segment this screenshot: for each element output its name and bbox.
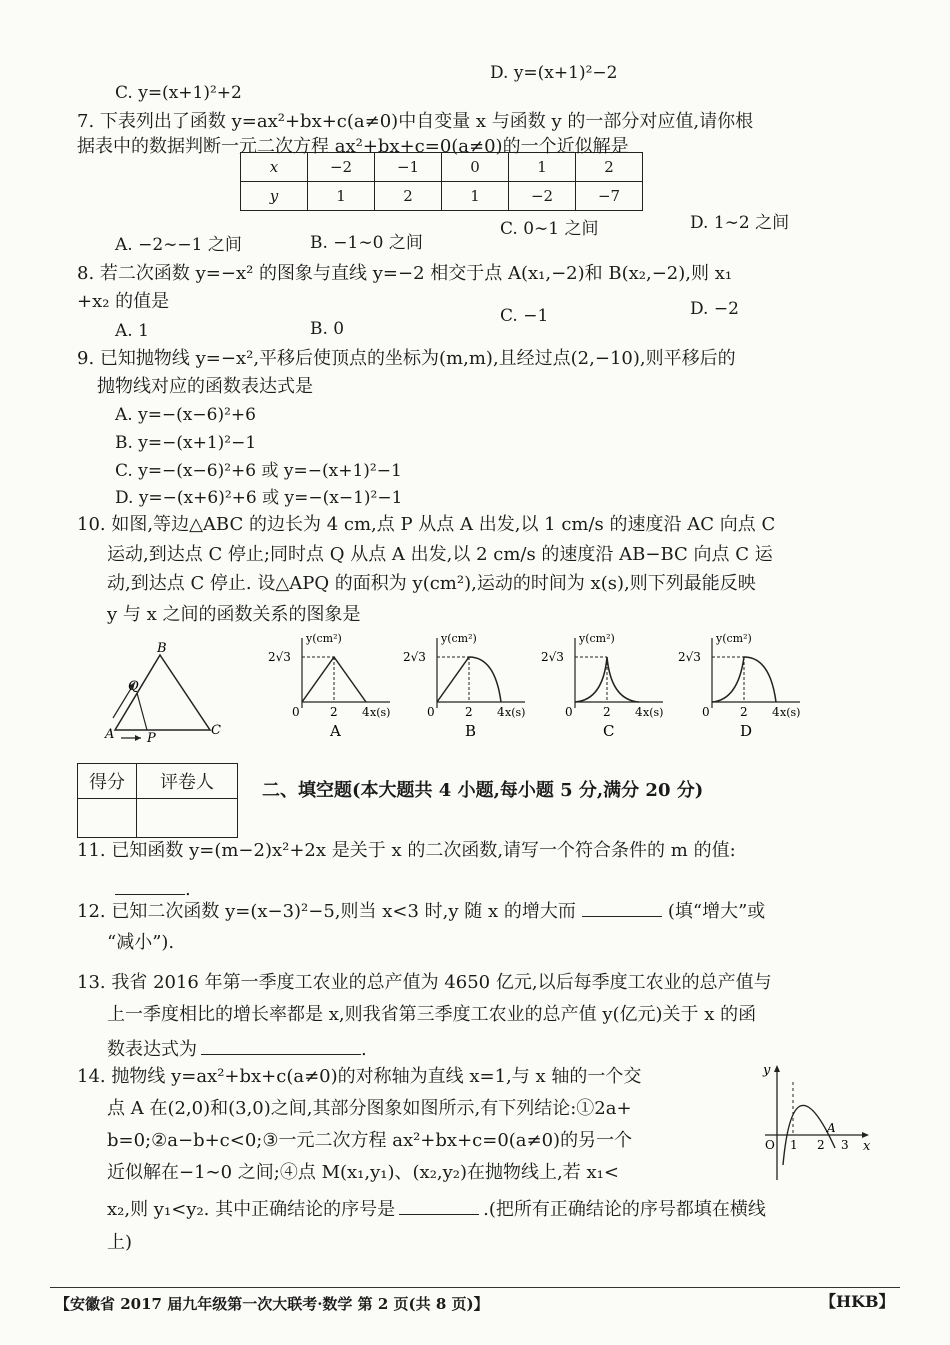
table-cell: −1 [375, 153, 442, 182]
q14-line-1: 14. 抛物线 y=ax²+bx+c(a≠0)的对称轴为直线 x=1,与 x 轴的一个交 [77, 1066, 642, 1087]
q12-line-1 [77, 900, 765, 923]
x-label: x [863, 1139, 871, 1154]
q11-answer-blank[interactable] [115, 878, 185, 895]
q10-line-1: 10. 如图,等边△ABC 的边长为 4 cm,点 P 从点 A 出发,以 1 cm/s 的速度沿 AC 向点 C [77, 514, 776, 535]
option-caption: C [603, 722, 615, 740]
option-graph-d [678, 632, 800, 740]
score-cell[interactable] [78, 799, 137, 838]
y-max-label: 2√3 [403, 650, 426, 664]
q13-line-3 [107, 1038, 367, 1061]
origin-label: O [765, 1138, 775, 1152]
tick-label-3: 3 [841, 1138, 849, 1152]
q14-line-2: 点 A 在(2,0)和(3,0)之间,其部分图象如图所示,有下列结论:①2a+ [107, 1098, 632, 1119]
q8-option-a: A. 1 [115, 321, 149, 341]
label-b: B [157, 641, 167, 656]
q14-line-5 [107, 1198, 766, 1221]
y-axis-label: y(cm²) [716, 632, 752, 645]
x-axis-label: x(s) [505, 706, 526, 719]
option-caption: B [465, 722, 477, 740]
q7-option-b: B. −1∼0 之间 [310, 233, 423, 253]
q7-option-c: C. 0∼1 之间 [500, 219, 599, 239]
q12-answer-blank[interactable] [582, 900, 662, 917]
q11-line-1: 11. 已知函数 y=(m−2)x²+2x 是关于 x 的二次函数,请写一个符合条件的 m 的值: [77, 840, 736, 861]
origin-label: 0 [427, 705, 435, 719]
q14-text-end: .(把所有正确结论的序号都填在横线 [483, 1199, 766, 1220]
table-cell: y [241, 182, 308, 211]
table-cell: 1 [509, 153, 576, 182]
segment-pq [137, 693, 147, 730]
origin-label: 0 [565, 705, 573, 719]
y-max-label: 2√3 [268, 650, 291, 664]
q10-line-4: y 与 x 之间的函数关系的图象是 [107, 604, 361, 625]
period: . [185, 879, 191, 900]
table-cell: 2 [375, 182, 442, 211]
table-cell: −2 [509, 182, 576, 211]
y-max-label: 2√3 [541, 650, 564, 664]
tick-label-4: 4 [772, 705, 780, 719]
option-caption: A [330, 722, 341, 740]
tick-label-4: 4 [497, 705, 505, 719]
q10-line-3: 动,到达点 C 停止. 设△APQ 的面积为 y(cm²),运动的时间为 x(s),则下列最能反映 [107, 573, 756, 594]
q7-value-table [240, 152, 643, 211]
y-label: y [763, 1063, 771, 1078]
q12-text-end: (填“增大”或 [667, 901, 766, 922]
q8-option-c: C. −1 [500, 306, 549, 326]
x-arrow-icon [862, 1132, 869, 1138]
x-axis-label: x(s) [643, 706, 664, 719]
q11-answer-line [115, 878, 191, 901]
q10-line-2: 运动,到达点 C 停止;同时点 Q 从点 A 出发,以 2 cm/s 的速度沿 AB−BC 向点 C 运 [107, 544, 773, 565]
q7-option-a: A. −2∼−1 之间 [115, 235, 242, 255]
q13-answer-blank[interactable] [201, 1038, 361, 1055]
y-arrow-icon [774, 1065, 780, 1072]
y-max-label: 2√3 [678, 650, 701, 664]
footer-rule [50, 1287, 900, 1288]
q6-option-d: D. y=(x+1)²−2 [490, 63, 618, 83]
table-cell: −7 [576, 182, 643, 211]
y-axis-label: y(cm²) [306, 632, 342, 645]
table-cell: 1 [308, 182, 375, 211]
q9-line-2: 抛物线对应的函数表达式是 [97, 376, 313, 397]
table-cell: 2 [576, 153, 643, 182]
q14-line-6: 上) [107, 1232, 133, 1253]
q9-line-1: 9. 已知抛物线 y=−x²,平移后使顶点的坐标为(m,m),且经过点(2,−10),则平移后的 [77, 348, 736, 369]
q10-triangle-figure [104, 641, 221, 746]
label-c: C [211, 723, 221, 738]
table-cell: −2 [308, 153, 375, 182]
q6-option-c: C. y=(x+1)²+2 [115, 83, 242, 103]
table-row [241, 182, 643, 211]
table-cell: x [241, 153, 308, 182]
q13-line-2: 上一季度相比的增长率都是 x,则我省第三季度工农业的总产值 y(亿元)关于 x 的函 [107, 1004, 757, 1025]
q13-text: 数表达式为 [107, 1039, 197, 1060]
q8-line-1: 8. 若二次函数 y=−x² 的图象与直线 y=−2 相交于点 A(x₁,−2)和 B(x₂,−2),则 x₁ [77, 263, 733, 284]
tick-label-2: 2 [465, 705, 473, 719]
tick-label-2: 2 [817, 1138, 825, 1152]
q8-option-d: D. −2 [690, 299, 739, 319]
q13-line-1: 13. 我省 2016 年第一季度工农业的总产值为 4650 亿元,以后每季度工农业的总产值与 [77, 972, 772, 993]
section-2-heading: 二、填空题(本大题共 4 小题,每小题 5 分,满分 20 分) [262, 780, 704, 801]
tick-label-4: 4 [362, 705, 370, 719]
arrow-head-icon [135, 735, 141, 741]
q9-option-d: D. y=−(x+6)²+6 或 y=−(x−1)²−1 [115, 488, 403, 508]
y-axis-label: y(cm²) [441, 632, 477, 645]
tick-label-2: 2 [603, 705, 611, 719]
label-q: Q [128, 679, 139, 694]
q14-line-3: b=0;②a−b+c<0;③一元二次方程 ax²+bx+c=0(a≠0)的另一个 [107, 1130, 633, 1151]
q14-text: x₂,则 y₁<y₂. 其中正确结论的序号是 [107, 1199, 396, 1220]
footer-text: 【安徽省 2017 届九年级第一次大联考·数学 第 2 页(共 8 页)】 [55, 1295, 489, 1313]
q14-answer-blank[interactable] [399, 1198, 479, 1215]
score-box [77, 763, 238, 838]
y-axis-label: y(cm²) [579, 632, 615, 645]
option-graph-b [403, 632, 525, 740]
label-a: A [105, 727, 115, 742]
grader-cell[interactable] [137, 799, 238, 838]
point-a-label: A [827, 1121, 836, 1135]
q7-option-d: D. 1∼2 之间 [690, 213, 790, 233]
label-p: P [147, 731, 156, 746]
x-axis-label: x(s) [780, 706, 801, 719]
q10-figures [95, 630, 895, 750]
q10-option-graphs [268, 632, 800, 740]
table-row [241, 153, 643, 182]
q7-line-2: 据表中的数据判断一元二次方程 ax²+bx+c=0(a≠0)的一个近似解是 [77, 136, 629, 157]
grader-header: 评卷人 [137, 764, 238, 799]
table-cell: 0 [442, 153, 509, 182]
q8-option-b: B. 0 [310, 319, 345, 339]
option-graph-c [541, 632, 663, 740]
q12-line-2: “减小”). [107, 932, 175, 953]
option-caption: D [740, 722, 753, 740]
footer-code: 【HKB】 [820, 1292, 895, 1311]
origin-label: 0 [702, 705, 710, 719]
table-cell: 1 [442, 182, 509, 211]
score-header: 得分 [78, 764, 137, 799]
q14-line-4: 近似解在−1∼0 之间;④点 M(x₁,y₁)、(x₂,y₂)在抛物线上,若 x₁< [107, 1162, 619, 1183]
q8-line-2: +x₂ 的值是 [77, 291, 170, 312]
option-graph-a [268, 632, 390, 740]
tick-label-2: 2 [330, 705, 338, 719]
q12-text: 12. 已知二次函数 y=(x−3)²−5,则当 x<3 时,y 随 x 的增大而 [77, 901, 576, 922]
period: . [361, 1039, 367, 1060]
origin-label: 0 [292, 705, 300, 719]
q7-line-1: 7. 下表列出了函数 y=ax²+bx+c(a≠0)中自变量 x 与函数 y 的一部分对应值,请你根 [77, 111, 754, 132]
x-axis-label: x(s) [370, 706, 391, 719]
q9-option-b: B. y=−(x+1)²−1 [115, 433, 257, 453]
q9-option-a: A. y=−(x−6)²+6 [115, 405, 256, 425]
tick-label-2: 2 [740, 705, 748, 719]
q14-parabola-figure [755, 1060, 875, 1185]
tick-label-4: 4 [635, 705, 643, 719]
tick-label-1: 1 [790, 1138, 798, 1152]
q9-option-c: C. y=−(x−6)²+6 或 y=−(x+1)²−1 [115, 461, 402, 481]
